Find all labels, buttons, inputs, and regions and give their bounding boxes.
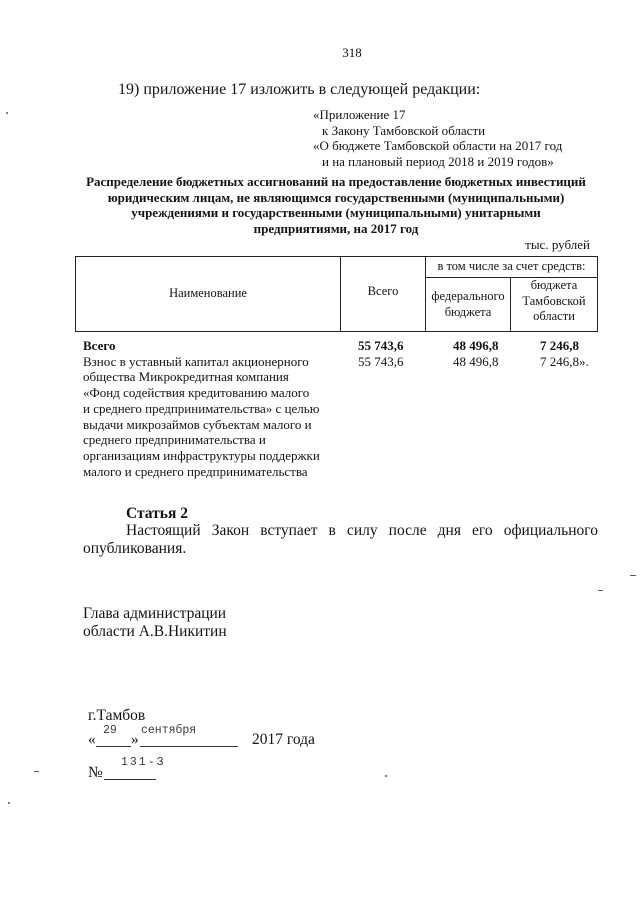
regional-value: 7 246,8».: [540, 353, 589, 369]
scan-speck: [34, 771, 39, 772]
header-group-label: в том числе за счет средств:: [437, 259, 586, 274]
place-name: г.Тамбов: [88, 707, 146, 724]
signature-block: [83, 605, 227, 641]
article-heading: Статья 2: [126, 505, 188, 522]
title-line: Распределение бюджетных ассигнований на предоставление бюджетных инвестиций: [86, 174, 586, 189]
header-regional-line: Тамбовской: [522, 293, 586, 308]
table-header: [75, 256, 598, 332]
law-number-blank: [104, 779, 156, 780]
row-name-line: организациям инфраструктуры поддержки: [83, 447, 320, 463]
row-name-line: и среднего предпринимательства» с целью: [83, 400, 320, 416]
date-close-quote: »: [131, 731, 139, 748]
row-name-line: малого и среднего предпринимательства: [83, 463, 308, 479]
header-name: [76, 257, 340, 331]
row-name-line: «Фонд содействия кредитованию малого: [83, 385, 310, 401]
table-row: [75, 354, 598, 480]
total-value: 55 743,6: [358, 338, 404, 353]
page-number: 318: [342, 45, 362, 60]
date-month-blank: [140, 746, 238, 747]
title-line: юридическим лицам, не являющимся государственными (муниципальными): [107, 189, 565, 205]
law-number-value: 131-З: [121, 756, 166, 769]
row-name-cell: [75, 338, 340, 354]
header-federal: [426, 278, 510, 331]
caption-line: и на плановый период 2018 и 2019 годов»: [322, 154, 554, 170]
date-month: сентября: [141, 724, 197, 737]
signature-line: области А.В.Никитин: [83, 623, 227, 640]
date-day-blank: [96, 746, 131, 747]
table-title: [72, 174, 600, 237]
caption-line: к Закону Тамбовской области: [322, 122, 486, 138]
caption-line: «О бюджете Тамбовской области на 2017 год: [313, 138, 563, 154]
title-line: предприятиями, на 2017 год: [253, 221, 419, 237]
amendment-instruction: 19) приложение 17 изложить в следующей редакции:: [118, 81, 481, 98]
scan-speck: [6, 112, 8, 114]
appendix-caption: [313, 107, 562, 170]
units-label: тыс. рублей: [525, 237, 590, 252]
row-name-line: Всего: [83, 338, 116, 353]
row-name-line: Взнос в уставный капитал акционерного: [83, 353, 309, 369]
caption-line: «Приложение 17: [313, 107, 406, 122]
row-name-cell: [75, 354, 340, 480]
header-regional: [511, 278, 597, 325]
table-body: [75, 338, 598, 479]
header-regional-line: области: [533, 309, 575, 324]
total-value: 55 743,6: [358, 353, 404, 369]
federal-value: 48 496,8: [453, 353, 499, 369]
row-name-line: среднего предпринимательства и: [83, 432, 266, 448]
row-name-line: выдачи микрозаймов субъектам малого и: [83, 416, 312, 432]
law-number-label: №: [88, 764, 103, 781]
date-day: 29: [103, 724, 117, 737]
header-funding-group: [426, 257, 597, 277]
header-federal-line: бюджета: [444, 304, 492, 319]
header-total: [341, 257, 425, 327]
header-name-label: Наименование: [169, 286, 247, 301]
table-row-total: [75, 338, 598, 354]
scan-speck: [385, 775, 387, 777]
scan-speck: [630, 575, 636, 576]
regional-value: 7 246,8: [540, 338, 579, 353]
article-text-line: опубликования.: [83, 540, 187, 557]
federal-value: 48 496,8: [453, 338, 499, 353]
row-name-line: общества Микрокредитная компания: [83, 369, 289, 385]
scan-speck: [598, 590, 603, 591]
header-regional-line: бюджета: [530, 278, 578, 293]
scan-speck: [8, 802, 10, 804]
signature-line: Глава администрации: [83, 605, 227, 622]
article-text-line: Настоящий Закон вступает в силу после дня его официального: [126, 522, 598, 539]
header-federal-line: федерального: [431, 289, 505, 303]
header-total-label: Всего: [367, 284, 399, 299]
title-line: учреждениями и государственными (муниципальными) унитарными: [131, 205, 541, 221]
date-year: 2017 года: [252, 731, 315, 748]
date-open-quote: «: [88, 731, 96, 748]
